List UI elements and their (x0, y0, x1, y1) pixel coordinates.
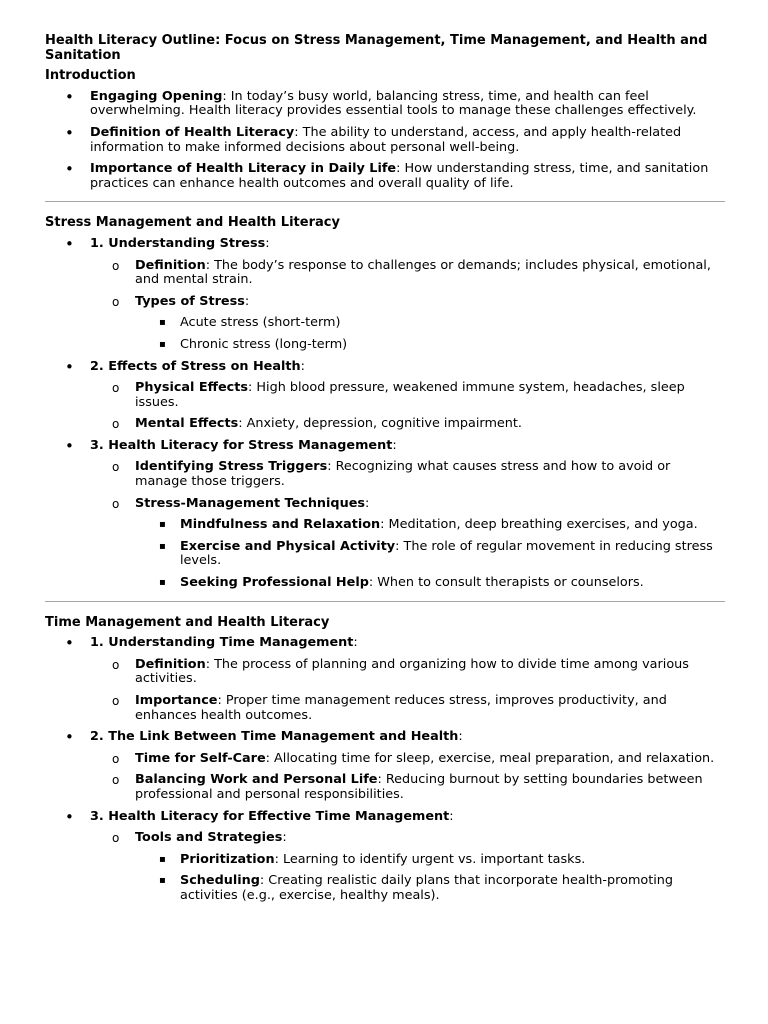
bullet-icon: • (65, 123, 74, 142)
item-text: : (282, 830, 287, 846)
list-item (45, 234, 725, 353)
sublist (90, 460, 725, 590)
circle-bullet-icon: o (112, 694, 120, 708)
bullet-icon: • (65, 728, 74, 747)
list-item (45, 730, 725, 802)
term: Stress-Management Techniques (135, 495, 365, 511)
sublist (90, 259, 725, 353)
circle-bullet-icon: o (112, 831, 120, 846)
term: Importance of Health Literacy in Daily Life (90, 161, 397, 177)
list-item (135, 576, 725, 591)
sublist (135, 518, 725, 590)
square-bullet-icon: ▪ (159, 577, 166, 589)
circle-bullet-icon: o (112, 417, 120, 432)
intro-list (45, 87, 725, 192)
item-text: : Reducing burnout by setting boundaries between professional and personal responsibilities. (135, 772, 703, 802)
circle-bullet-icon: o (112, 294, 120, 309)
item-text: : The process of planning and organizing how to divide time among various activities. (135, 656, 689, 687)
list-item (45, 636, 725, 723)
item-text: : How understanding stress, time, and sanitation practices can enhance health outcomes and overall quality of life. (90, 161, 709, 191)
circle-bullet-icon: o (112, 751, 120, 766)
list-item (135, 853, 725, 868)
section-heading-introduction: Introduction (45, 68, 136, 84)
list-item (90, 658, 725, 687)
list-item (45, 357, 725, 432)
list-item (135, 338, 725, 353)
item-text: : Creating realistic daily plans that incorporate health-promoting activities (e.g., exercise, healthy meals). (180, 873, 674, 903)
document-page (45, 34, 725, 911)
list-item (45, 436, 725, 591)
list-item (90, 773, 725, 802)
term: 2. Effects of Stress on Health (90, 358, 301, 374)
term: 3. Health Literacy for Effective Time Management (90, 808, 450, 824)
item-text: : High blood pressure, weakened immune system, headaches, sleep issues. (135, 380, 685, 410)
section-heading-stress: Stress Management and Health Literacy (45, 215, 340, 231)
item-text: : Anxiety, depression, cognitive impairment. (238, 416, 522, 432)
document-title: Health Literacy Outline: Focus on Stress Management, Time Management, and Health and Sanitation (45, 33, 708, 63)
term: Mindfulness and Relaxation (180, 517, 381, 533)
bullet-icon: • (65, 234, 74, 253)
item-text: : (365, 495, 370, 511)
list-item (45, 807, 725, 904)
section-heading-time: Time Management and Health Literacy (45, 614, 330, 630)
list-item (90, 831, 725, 903)
circle-bullet-icon: o (112, 496, 120, 511)
item-text: : The body’s response to challenges or demands; includes physical, emotional, and mental strain. (135, 257, 711, 288)
term: Prioritization (180, 851, 275, 867)
term: Tools and Strategies (135, 830, 283, 846)
list-item (45, 123, 725, 155)
item-text: : Allocating time for sleep, exercise, meal preparation, and relaxation. (265, 750, 715, 766)
square-bullet-icon: ▪ (159, 540, 166, 552)
divider (45, 201, 725, 202)
circle-bullet-icon: o (112, 460, 120, 475)
sublist (90, 831, 725, 903)
term: Definition of Health Literacy (90, 124, 295, 140)
term: 3. Health Literacy for Stress Management (90, 437, 393, 453)
square-bullet-icon: ▪ (159, 317, 166, 329)
item-text: Acute stress (short-term) (180, 315, 341, 331)
list-item (90, 460, 725, 489)
item-text: : (458, 729, 463, 745)
square-bullet-icon: ▪ (159, 338, 166, 350)
term: Time for Self-Care (135, 750, 266, 766)
term: 1. Understanding Stress (90, 235, 266, 251)
term: Identifying Stress Triggers (135, 459, 328, 475)
list-item (45, 162, 725, 191)
circle-bullet-icon: o (112, 381, 120, 396)
sublist (135, 316, 725, 352)
square-bullet-icon: ▪ (159, 519, 166, 531)
list-item (135, 316, 725, 331)
term: Definition (135, 257, 206, 273)
item-text: Chronic stress (long-term) (180, 336, 348, 352)
sublist (135, 853, 725, 904)
item-text: : Learning to identify urgent vs. important tasks. (274, 851, 586, 867)
list-item (90, 417, 725, 432)
sublist (90, 381, 725, 432)
item-text: : Meditation, deep breathing exercises, and yoga. (380, 517, 698, 533)
term: Scheduling (180, 873, 260, 889)
divider (45, 601, 725, 602)
sublist (90, 752, 725, 803)
list-item (90, 259, 725, 288)
item-text: : Recognizing what causes stress and how to avoid or manage those triggers. (135, 459, 671, 490)
circle-bullet-icon: o (112, 773, 120, 788)
bullet-icon: • (65, 436, 74, 455)
item-text: : (265, 235, 270, 251)
square-bullet-icon: ▪ (159, 853, 166, 865)
bullet-icon: • (65, 807, 74, 826)
list-item (90, 497, 725, 591)
term: Mental Effects (135, 416, 239, 432)
item-text: : The ability to understand, access, and apply health-related information to make informed decisions about personal well-being. (90, 124, 682, 155)
item-text: : (353, 635, 358, 651)
list-item (90, 752, 725, 767)
term: Types of Stress (135, 293, 245, 309)
term: Definition (135, 656, 206, 672)
sublist (90, 658, 725, 723)
item-text: : Proper time management reduces stress, improves productivity, and enhances health outcomes. (135, 693, 667, 723)
bullet-icon: • (65, 357, 74, 376)
list-item (135, 874, 725, 903)
item-text: : When to consult therapists or counselors. (368, 575, 644, 591)
bullet-icon: • (65, 160, 74, 179)
list-item (135, 540, 725, 569)
term: Physical Effects (135, 380, 249, 396)
term: Engaging Opening (90, 88, 223, 104)
item-text: : (300, 358, 305, 374)
stress-list (45, 234, 725, 591)
square-bullet-icon: ▪ (159, 875, 166, 887)
list-item (135, 518, 725, 533)
term: Exercise and Physical Activity (180, 538, 396, 554)
list-item (90, 295, 725, 353)
circle-bullet-icon: o (112, 657, 120, 672)
item-text: : (392, 437, 397, 453)
term: 2. The Link Between Time Management and Health (90, 729, 459, 745)
term: Importance (135, 693, 218, 708)
item-text: : (244, 293, 250, 309)
time-list (45, 636, 725, 903)
item-text: : The role of regular movement in reducing stress levels. (180, 538, 713, 569)
item-text: : (449, 808, 454, 824)
list-item (45, 87, 725, 119)
circle-bullet-icon: o (112, 258, 120, 273)
term: Seeking Professional Help (180, 575, 369, 591)
term: 1. Understanding Time Management (90, 635, 354, 651)
bullet-icon: • (65, 87, 74, 106)
bullet-icon: • (65, 634, 74, 653)
term: Balancing Work and Personal Life (135, 772, 378, 788)
item-text: : In today’s busy world, balancing stress, time, and health can feel overwhelming. Health literacy provides essential tools to manage these challenges effectively. (90, 88, 697, 119)
list-item (90, 694, 725, 723)
list-item (90, 381, 725, 410)
